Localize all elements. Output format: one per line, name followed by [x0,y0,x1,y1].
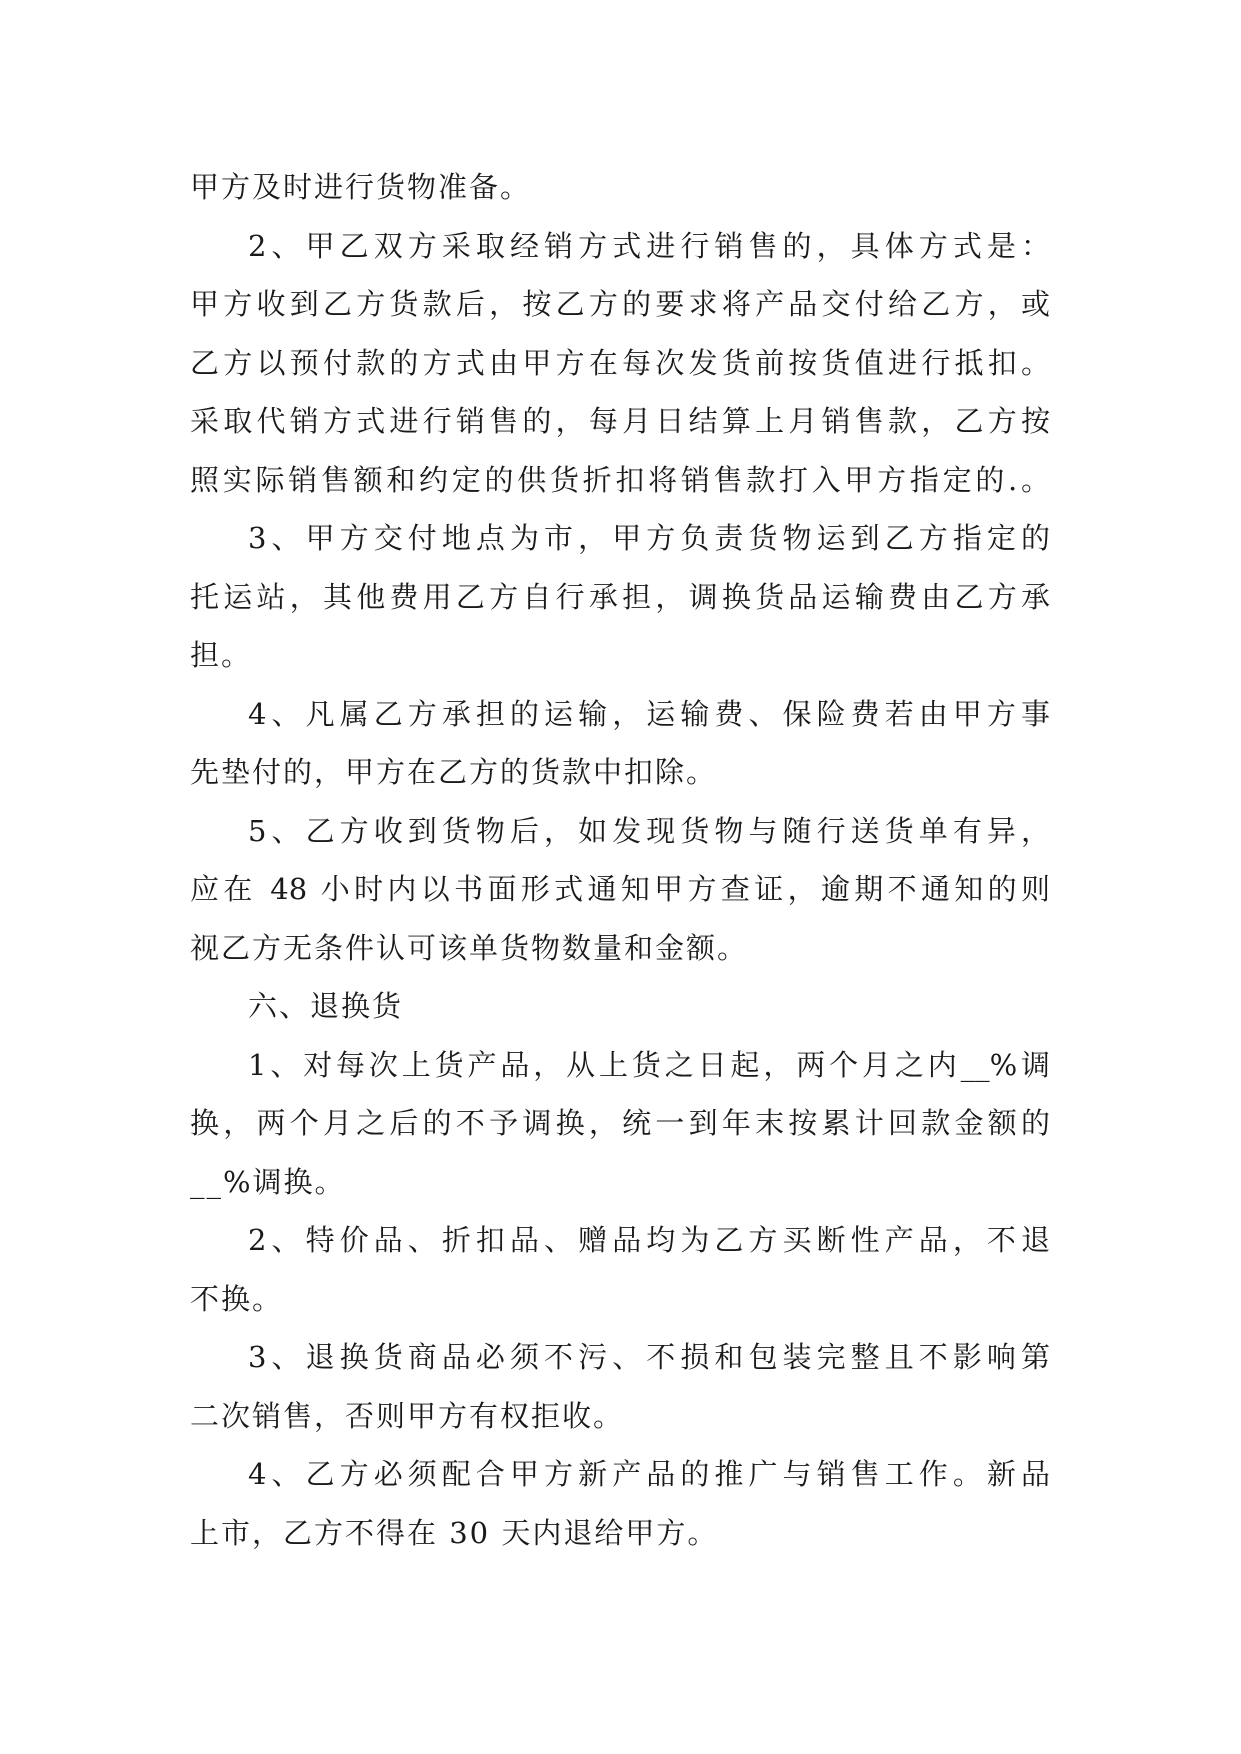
text-line: 3、退换货商品必须不污、不损和包装完整且不影响第 [248,1340,1050,1374]
text-line: 3、甲方交付地点为市，甲方负责货物运到乙方指定的 [248,521,1050,555]
text-line: 担。 [190,638,253,672]
text-line: 不换。 [190,1281,284,1316]
text-line: __%调换。 [190,1164,346,1199]
text-line: 2、甲乙双方采取经销方式进行销售的，具体方式是： [248,228,1050,263]
text-line: 1、对每次上货产品，从上货之日起，两个月之内__%调 [248,1047,1050,1082]
text-line: 视乙方无条件认可该单货物数量和金额。 [190,930,749,965]
text-line: 乙方以预付款的方式由甲方在每次发货前按货值进行抵扣。 [190,345,1050,380]
text-line: 六、退换货 [248,989,404,1023]
text-line: 采取代销方式进行销售的，每月日结算上月销售款，乙方按 [190,404,1050,438]
text-line: 照实际销售额和约定的供货折扣将销售款打入甲方指定的.。 [190,462,1050,497]
text-line: 应在 48 小时内以书面形式通知甲方查证，逾期不通知的则 [190,872,1050,906]
text-line: 5、乙方收到货物后，如发现货物与随行送货单有异， [248,813,1050,848]
document-body [190,158,1050,1562]
text-line: 二次销售，否则甲方有权拒收。 [190,1398,625,1433]
text-line: 上市，乙方不得在 30 天内退给甲方。 [190,1515,719,1550]
text-line: 4、凡属乙方承担的运输，运输费、保险费若由甲方事 [248,696,1050,731]
text-line: 甲方收到乙方货款后，按乙方的要求将产品交付给乙方，或 [190,287,1050,321]
text-line: 2、特价品、折扣品、赠品均为乙方买断性产品，不退 [248,1223,1050,1257]
text-line: 4、乙方必须配合甲方新产品的推广与销售工作。新品 [248,1457,1050,1491]
text-line: 先垫付的，甲方在乙方的货款中扣除。 [190,755,718,789]
text-line: 托运站，其他费用乙方自行承担，调换货品运输费由乙方承 [190,579,1050,614]
text-line: 甲方及时进行货物准备。 [190,170,532,204]
text-line: 换，两个月之后的不予调换，统一到年末按累计回款金额的 [190,1106,1050,1140]
